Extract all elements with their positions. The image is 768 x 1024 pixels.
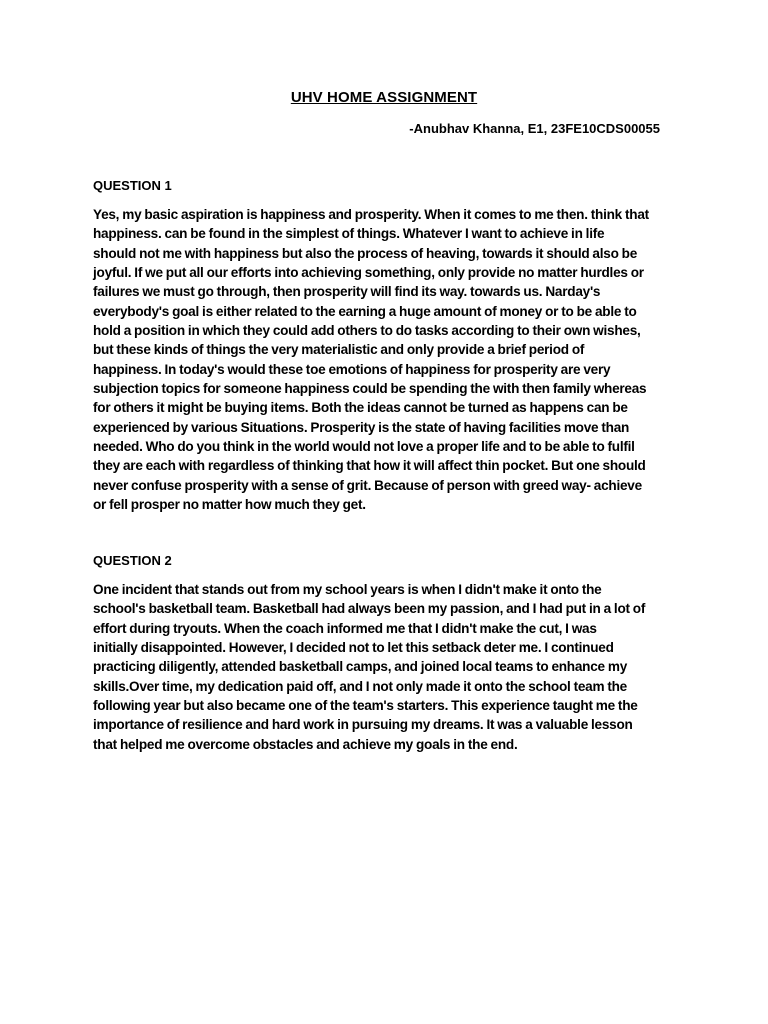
answer-line: they are each with regardless of thinking that how it will affect thin pocket. But one should bbox=[93, 458, 646, 474]
answer-line: that helped me overcome obstacles and achieve my goals in the end. bbox=[93, 736, 518, 752]
answer-line: initially disappointed. However, I decided not to let this setback deter me. I continued bbox=[93, 640, 614, 656]
answer-line: failures we must go through, then prosperity will find its way. towards us. Narday's bbox=[93, 284, 601, 300]
answer-line: or fell prosper no matter how much they get. bbox=[93, 497, 366, 513]
document-title: UHV HOME ASSIGNMENT bbox=[290, 89, 478, 106]
question-1-answer bbox=[93, 205, 693, 515]
answer-line: following year but also became one of the team's starters. This experience taught me the bbox=[93, 698, 638, 714]
answer-line: everybody's goal is either related to the earning a huge amount of money or to be able to bbox=[93, 303, 637, 319]
author-line: -Anubhav Khanna, E1, 23FE10CDS00055 bbox=[409, 121, 660, 136]
answer-line: skills.Over time, my dedication paid off, and I not only made it onto the school team the bbox=[93, 678, 627, 694]
answer-line: practicing diligently, attended basketball camps, and joined local teams to enhance my bbox=[93, 659, 628, 675]
answer-line: needed. Who do you think in the world would not love a proper life and to be able to fulfil bbox=[93, 439, 635, 455]
answer-line: happiness. can be found in the simplest of things. Whatever I want to achieve in life bbox=[93, 226, 605, 242]
answer-line: should not me with happiness but also the process of heaving, towards it should also be bbox=[93, 245, 638, 261]
answer-line: One incident that stands out from my school years is when I didn't make it onto the bbox=[93, 582, 602, 597]
answer-line: for others it might be buying items. Both the ideas cannot be turned as happens can be bbox=[93, 400, 628, 416]
question-1-heading: QUESTION 1 bbox=[93, 178, 172, 193]
answer-line: subjection topics for someone happiness could be spending the with then family whereas bbox=[93, 381, 647, 397]
answer-line: Yes, my basic aspiration is happiness and prosperity. When it comes to me then. think that bbox=[93, 207, 649, 222]
question-2-answer bbox=[93, 580, 693, 754]
answer-line: joyful. If we put all our efforts into achieving something, only provide no matter hurdles or bbox=[93, 265, 644, 281]
answer-line: experienced by various Situations. Prosperity is the state of having facilities move than bbox=[93, 419, 630, 435]
question-2-heading: QUESTION 2 bbox=[93, 553, 172, 568]
answer-line: happiness. In today's would these toe emotions of happiness for prosperity are very bbox=[93, 361, 611, 377]
answer-line: importance of resilience and hard work in pursuing my dreams. It was a valuable lesson bbox=[93, 717, 633, 733]
answer-line: hold a position in which they could add others to do tasks according to their own wishes, bbox=[93, 323, 641, 339]
answer-line: school's basketball team. Basketball had always been my passion, and I had put in a lot of bbox=[93, 601, 646, 617]
answer-line: never confuse prosperity with a sense of grit. Because of person with greed way- achieve bbox=[93, 477, 642, 493]
answer-line: effort during tryouts. When the coach informed me that I didn't make the cut, I was bbox=[93, 620, 597, 636]
answer-line: but these kinds of things the very materialistic and only provide a brief period of bbox=[93, 342, 585, 358]
